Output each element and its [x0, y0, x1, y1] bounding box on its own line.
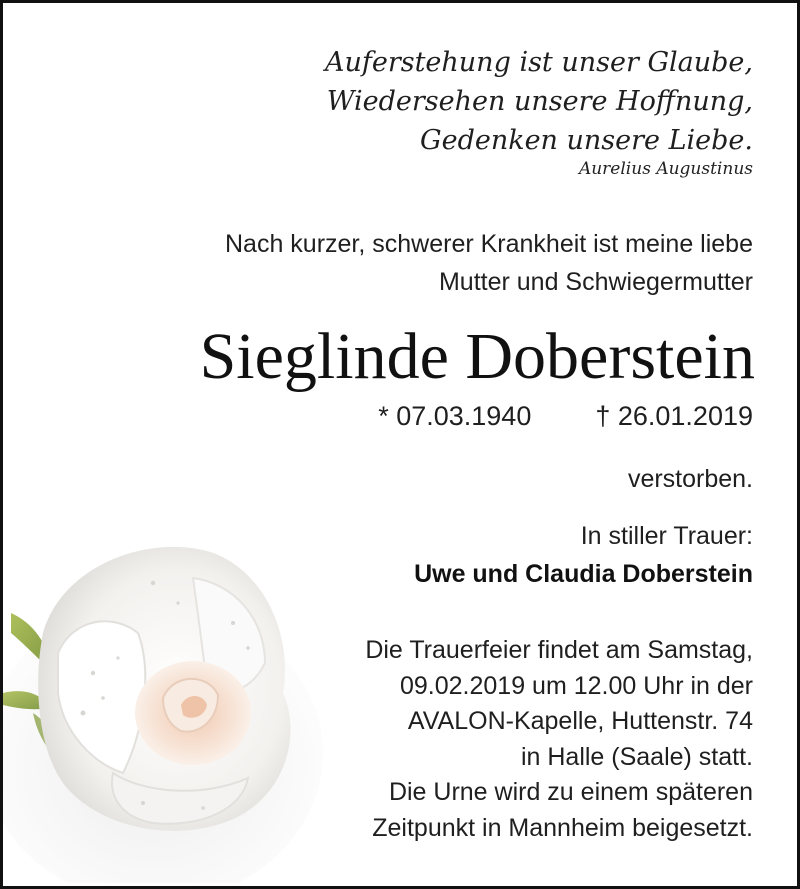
funeral-line-2: 09.02.2019 um 12.00 Uhr in der — [399, 671, 753, 700]
mourning-heading: In stiller Trauer: — [580, 522, 753, 550]
funeral-line-1: Die Trauerfeier findet am Samstag, — [365, 636, 753, 664]
quote-line-3: Gedenken unsere Liebe. — [420, 125, 753, 156]
intro-line-1: Nach kurzer, schwerer Krankheit ist meine liebe — [224, 230, 753, 258]
quote-author: Aurelius Augustinus — [578, 159, 753, 179]
deceased-name: Sieglinde Doberstein — [199, 320, 755, 393]
mourning-block — [414, 517, 753, 593]
passed-away-text: verstorben. — [627, 465, 753, 493]
funeral-line-4: in Halle (Saale) statt. — [520, 742, 753, 771]
birth-date: * 07.03.1940 — [378, 401, 532, 431]
death-date: † 26.01.2019 — [595, 401, 753, 431]
life-dates — [378, 401, 753, 432]
funeral-info — [365, 633, 753, 846]
white-rose-image — [3, 523, 323, 883]
quote-line-2: Wiedersehen unsere Hoffnung, — [326, 86, 753, 117]
intro-line-2: Mutter und Schwiegermutter — [438, 268, 753, 296]
funeral-line-5: Die Urne wird zu einem späteren — [388, 778, 753, 806]
intro-text — [225, 225, 753, 301]
quote-line-1: Auferstehung ist unser Glaube, — [324, 47, 753, 78]
funeral-line-6: Zeitpunkt in Mannheim beigesetzt. — [372, 813, 753, 842]
mourners-names: Uwe und Claudia Doberstein — [414, 560, 753, 588]
funeral-line-3: AVALON-Kapelle, Huttenstr. 74 — [407, 707, 753, 735]
quote — [325, 43, 753, 160]
